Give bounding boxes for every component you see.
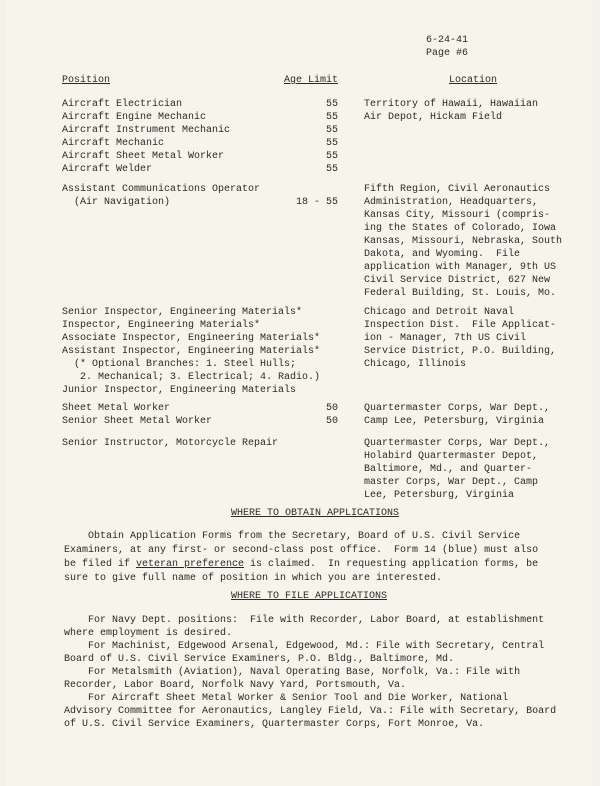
position-name: Assistant Communications Operator: [62, 184, 261, 195]
section-title-file-applications: WHERE TO FILE APPLICATIONS: [231, 591, 388, 602]
position-name: Aircraft Sheet Metal Worker: [62, 151, 225, 162]
location-line: master Corps, War Dept., Camp: [364, 477, 539, 488]
position-name: Aircraft Mechanic: [62, 138, 165, 149]
position-name: Inspector, Engineering Materials*: [62, 320, 261, 331]
position-name: Aircraft Welder: [62, 164, 153, 175]
file-paragraph-line: For Metalsmith (Aviation), Naval Operating Base, Norfolk, Va.: File with: [64, 667, 521, 678]
location-line: Fifth Region, Civil Aeronautics: [364, 184, 551, 195]
veteran-preference-underlined: veteran preference: [136, 559, 245, 570]
position-name: Junior Inspector, Engineering Materials: [62, 385, 297, 396]
location-line: Service District, P.O. Building,: [364, 346, 557, 357]
file-paragraph-line: Recorder, Labor Board, Norfolk Navy Yard, Portsmouth, Va.: [64, 680, 407, 691]
column-header-age-limit: Age Limit: [284, 75, 339, 86]
age-limit: 50: [325, 403, 338, 414]
location-line: Administration, Headquarters,: [364, 197, 539, 208]
location-line: Chicago and Detroit Naval: [364, 307, 515, 318]
location-line: Federal Building, St. Louis, Mo.: [364, 288, 557, 299]
position-name: Associate Inspector, Engineering Materials*: [62, 333, 321, 344]
position-name: (Air Navigation): [62, 197, 171, 208]
position-name: Aircraft Instrument Mechanic: [62, 125, 231, 136]
file-paragraph-line: Board of U.S. Civil Service Examiners, P.O. Bldg., Baltimore, Md.: [64, 654, 455, 665]
text-run: is claimed. In requesting application forms, be: [244, 559, 539, 570]
obtain-paragraph-line: Obtain Application Forms from the Secretary, Board of U.S. Civil Service: [64, 531, 521, 542]
age-limit: 55: [325, 164, 338, 175]
file-paragraph-line: For Machinist, Edgewood Arsenal, Edgewood, Md.: File with Secretary, Central: [64, 641, 545, 652]
file-paragraph-line: of U.S. Civil Service Examiners, Quartermaster Corps, Fort Monroe, Va.: [64, 719, 485, 730]
location-line: ing the States of Colorado, Iowa: [364, 223, 557, 234]
location-line: ion - Manager, 7th US Civil: [364, 333, 527, 344]
header-date: 6-24-41: [426, 35, 469, 46]
age-limit: 55: [325, 138, 338, 149]
location-line: Territory of Hawaii, Hawaiian: [364, 99, 539, 110]
age-limit: 18 - 55: [295, 197, 338, 208]
header-page-number: Page #6: [426, 48, 469, 59]
position-name: Senior Sheet Metal Worker: [62, 416, 213, 427]
age-limit: 55: [325, 125, 338, 136]
location-line: Dakota, and Wyoming. File: [364, 249, 521, 260]
location-line: Baltimore, Md., and Quarter-: [364, 464, 533, 475]
text-run: be filed if: [64, 559, 137, 570]
obtain-paragraph-line: sure to give full name of position in which you are interested.: [64, 573, 443, 584]
column-header-position: Position: [62, 75, 111, 86]
location-line: Holabird Quartermaster Depot,: [364, 451, 539, 462]
location-line: Camp Lee, Petersburg, Virginia: [364, 416, 545, 427]
location-line: Civil Service District, 627 New: [364, 275, 551, 286]
optional-branches-note: (* Optional Branches: 1. Steel Hulls;: [62, 359, 297, 370]
file-paragraph-line: Advisory Committee for Aeronautics, Langley Field, Va.: File with Secretary, Board: [64, 706, 557, 717]
position-name: Aircraft Engine Mechanic: [62, 112, 207, 123]
location-line: Inspection Dist. File Applicat-: [364, 320, 557, 331]
document-page: [6, 0, 592, 786]
location-line: application with Manager, 9th US: [364, 262, 557, 273]
file-paragraph-line: where employment is desired.: [64, 628, 233, 639]
location-line: Chicago, Illinois: [364, 359, 467, 370]
position-name: Assistant Inspector, Engineering Materials*: [62, 346, 321, 357]
age-limit: 55: [325, 151, 338, 162]
obtain-paragraph-line: Examiners, at any first- or second-class post office. Form 14 (blue) must also: [64, 545, 539, 556]
column-header-location: Location: [449, 75, 498, 86]
location-line: Kansas City, Missouri (compris-: [364, 210, 551, 221]
age-limit: 55: [325, 112, 338, 123]
file-paragraph-line: For Navy Dept. positions: File with Recorder, Labor Board, at establishment: [64, 615, 545, 626]
location-line: Kansas, Missouri, Nebraska, South: [364, 236, 563, 247]
location-line: Quartermaster Corps, War Dept.,: [364, 403, 551, 414]
position-name: Senior Inspector, Engineering Materials*: [62, 307, 303, 318]
position-name: Aircraft Electrician: [62, 99, 183, 110]
section-title-obtain-applications: WHERE TO OBTAIN APPLICATIONS: [231, 508, 400, 519]
location-line: Air Depot, Hickam Field: [364, 112, 503, 123]
location-line: Quartermaster Corps, War Dept.,: [364, 438, 551, 449]
position-name: Senior Instructor, Motorcycle Repair: [62, 438, 279, 449]
age-limit: 55: [325, 99, 338, 110]
obtain-paragraph-line: [64, 558, 564, 572]
optional-branches-note: 2. Mechanical; 3. Electrical; 4. Radio.): [62, 372, 321, 383]
position-name: Sheet Metal Worker: [62, 403, 171, 414]
location-line: Lee, Petersburg, Virginia: [364, 490, 515, 501]
age-limit: 50: [325, 416, 338, 427]
file-paragraph-line: For Aircraft Sheet Metal Worker & Senior Tool and Die Worker, National: [64, 693, 509, 704]
